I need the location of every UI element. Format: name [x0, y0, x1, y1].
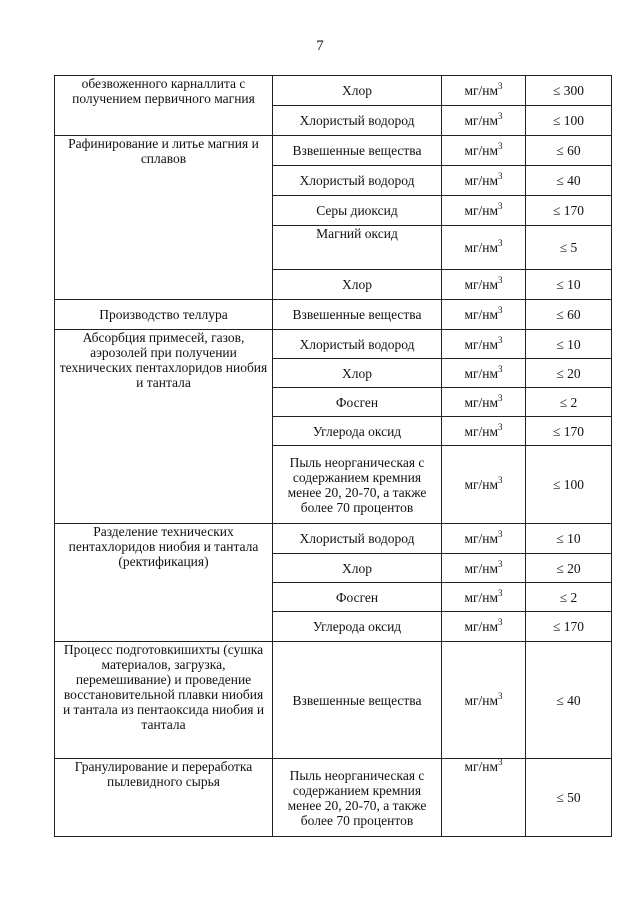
- unit-base: мг/нм: [464, 143, 499, 158]
- page-number: 7: [316, 38, 324, 54]
- unit-base: мг/нм: [464, 365, 499, 381]
- limit-cell: ≤ 170: [526, 417, 612, 446]
- unit-cell: [442, 446, 526, 524]
- unit-cell: [442, 612, 526, 642]
- limit-cell: ≤ 20: [526, 359, 612, 388]
- limit-cell: ≤ 10: [526, 330, 612, 359]
- unit-cell: [442, 166, 526, 196]
- unit-cell: [442, 196, 526, 226]
- unit-cell: [442, 554, 526, 583]
- unit-cell: [442, 417, 526, 446]
- limit-cell: ≤ 2: [526, 583, 612, 612]
- limit-cell: ≤ 300: [526, 76, 612, 106]
- unit-base: мг/нм: [464, 394, 499, 410]
- limit-cell: ≤ 100: [526, 106, 612, 136]
- process-cell: Рафинирование и литье магния и сплавов: [55, 136, 273, 300]
- process-cell: Разделение технических пентахлоридов ниобия и тантала (ректификация): [55, 524, 273, 642]
- limit-cell: ≤ 170: [526, 612, 612, 642]
- unit-exp: 3: [498, 171, 503, 181]
- process-cell: Гранулирование и переработка пылевидного сырья: [55, 759, 273, 837]
- unit-cell: [442, 642, 526, 759]
- unit-base: мг/нм: [464, 307, 499, 322]
- unit-exp: 3: [498, 529, 503, 539]
- substance-cell: Взвешенные вещества: [273, 136, 442, 166]
- substance-cell: Хлор: [273, 359, 442, 388]
- unit-base: мг/нм: [464, 560, 499, 576]
- unit-exp: 3: [498, 617, 503, 627]
- table-row: [55, 524, 612, 554]
- substance-cell: Пыль неорганическая с содержанием кремния менее 20, 20-70, а также более 70 процентов: [273, 759, 442, 837]
- limit-cell: ≤ 2: [526, 388, 612, 417]
- limit-cell: ≤ 60: [526, 300, 612, 330]
- unit-base: мг/нм: [464, 759, 499, 774]
- unit-exp: 3: [498, 587, 503, 598]
- unit-exp: 3: [498, 141, 503, 151]
- process-cell: Процесс подготовкишихты (сушка материалов, загрузка, перемешивание) и проведение восстановительной плавки ниобия и тантала из пентаоксида ниобия и тантала: [55, 642, 273, 759]
- unit-base: мг/нм: [464, 692, 499, 708]
- limit-cell: ≤ 10: [526, 270, 612, 300]
- substance-cell: Фосген: [273, 388, 442, 417]
- unit-cell: [442, 300, 526, 330]
- emission-limits-table: [54, 75, 612, 837]
- unit-cell: [442, 388, 526, 417]
- unit-exp: 3: [498, 201, 503, 211]
- unit-base: мг/нм: [464, 619, 499, 634]
- process-cell: Производство теллура: [55, 300, 273, 330]
- unit-base: мг/нм: [464, 113, 499, 128]
- unit-exp: 3: [498, 238, 503, 248]
- unit-cell: [442, 226, 526, 270]
- unit-exp: 3: [498, 558, 503, 569]
- unit-base: мг/нм: [464, 531, 499, 546]
- table-row: [55, 136, 612, 166]
- table-row: [55, 330, 612, 359]
- substance-cell: Магний оксид: [273, 226, 442, 270]
- unit-cell: [442, 330, 526, 359]
- unit-exp: 3: [498, 757, 503, 767]
- unit-cell: [442, 583, 526, 612]
- substance-cell: Хлористый водород: [273, 166, 442, 196]
- substance-cell: Фосген: [273, 583, 442, 612]
- table-row: [55, 759, 612, 837]
- unit-exp: 3: [498, 111, 503, 121]
- table-row: [55, 300, 612, 330]
- table-row: [55, 76, 612, 106]
- unit-exp: 3: [498, 305, 503, 315]
- limit-cell: ≤ 5: [526, 226, 612, 270]
- substance-cell: Взвешенные вещества: [273, 300, 442, 330]
- process-cell: Абсорбция примесей, газов, аэрозолей при получении технических пентахлоридов ниобия и тантала: [55, 330, 273, 524]
- substance-cell: Хлор: [273, 554, 442, 583]
- process-cell: обезвоженного карналлита с получением первичного магния: [55, 76, 273, 136]
- unit-exp: 3: [498, 275, 503, 285]
- limit-cell: ≤ 20: [526, 554, 612, 583]
- substance-cell: Углерода оксид: [273, 417, 442, 446]
- unit-base: мг/нм: [464, 277, 499, 292]
- unit-base: мг/нм: [464, 336, 499, 352]
- limit-cell: ≤ 100: [526, 446, 612, 524]
- unit-base: мг/нм: [464, 477, 499, 492]
- unit-base: мг/нм: [464, 589, 499, 605]
- unit-base: мг/нм: [464, 423, 499, 439]
- limit-cell: ≤ 40: [526, 166, 612, 196]
- substance-cell: Хлористый водород: [273, 106, 442, 136]
- unit-exp: 3: [498, 363, 503, 374]
- unit-cell: [442, 524, 526, 554]
- limit-cell: ≤ 170: [526, 196, 612, 226]
- substance-cell: Хлористый водород: [273, 524, 442, 554]
- table-row: [55, 642, 612, 759]
- unit-base: мг/нм: [464, 173, 499, 188]
- substance-cell: Пыль неорганическая с содержанием кремния менее 20, 20-70, а также более 70 процентов: [273, 446, 442, 524]
- unit-base: мг/нм: [464, 240, 499, 255]
- limit-cell: ≤ 10: [526, 524, 612, 554]
- unit-cell: [442, 136, 526, 166]
- unit-base: мг/нм: [464, 83, 499, 98]
- substance-cell: Серы диоксид: [273, 196, 442, 226]
- substance-cell: Углерода оксид: [273, 612, 442, 642]
- unit-exp: 3: [498, 81, 503, 91]
- unit-cell: [442, 270, 526, 300]
- limit-cell: ≤ 60: [526, 136, 612, 166]
- substance-cell: Хлористый водород: [273, 330, 442, 359]
- unit-cell: [442, 759, 526, 837]
- unit-exp: 3: [498, 475, 503, 485]
- substance-cell: Хлор: [273, 76, 442, 106]
- limit-cell: ≤ 40: [526, 642, 612, 759]
- unit-exp: 3: [498, 392, 503, 403]
- unit-cell: [442, 359, 526, 388]
- substance-cell: Хлор: [273, 270, 442, 300]
- unit-base: мг/нм: [464, 203, 499, 218]
- unit-exp: 3: [498, 421, 503, 432]
- limit-cell: ≤ 50: [526, 759, 612, 837]
- unit-cell: [442, 76, 526, 106]
- unit-exp: 3: [498, 690, 503, 701]
- substance-cell: Взвешенные вещества: [273, 642, 442, 759]
- unit-exp: 3: [498, 334, 503, 345]
- unit-cell: [442, 106, 526, 136]
